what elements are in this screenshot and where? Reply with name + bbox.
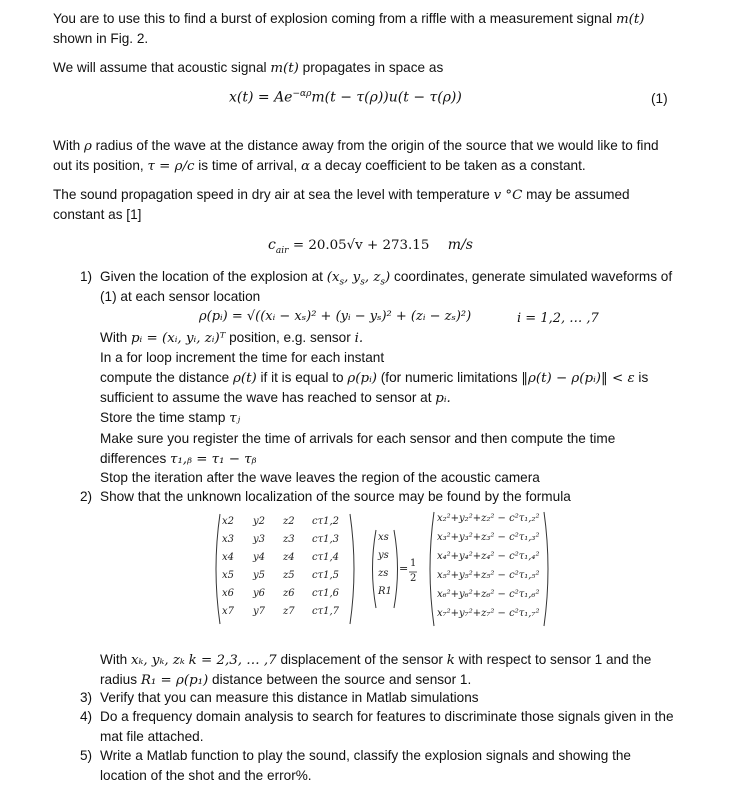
para3-line-1 xyxy=(53,187,630,203)
matrix-rhs-entry: x₂²+y₂²+z₂² − c²τ₁,₂² xyxy=(437,513,540,524)
matrix-rhs-entry: x₆²+y₆²+z₆² − c²τ₁,₆² xyxy=(437,589,540,600)
para3-text-c: may be assumed xyxy=(526,187,630,202)
intro-math: m(t) xyxy=(615,12,645,27)
para3-text-a: The sound propagation speed in dry air at sea the level with temperature xyxy=(53,187,490,202)
matrix-cell: y5 xyxy=(253,570,266,581)
item-1-range: i = 1,2, … ,7 xyxy=(517,311,599,326)
item-1-line-6 xyxy=(100,390,451,406)
item-1-line-10: Stop the iteration after the wave leaves the region of the acoustic camera xyxy=(100,470,540,485)
intro-line-3-tail: propagates in space as xyxy=(302,60,444,75)
item-2-number: 2) xyxy=(80,489,93,504)
matrix-cell: x2 xyxy=(222,516,235,527)
item-1-line-9 xyxy=(100,451,256,467)
item-1-line-4: In a for loop increment the time for each instant xyxy=(100,350,385,365)
i1-with-b: pᵢ = (xᵢ, yᵢ, zᵢ)ᵀ xyxy=(130,331,226,346)
matrix-cell: cτ1,5 xyxy=(312,570,340,581)
matrix-cell: cτ1,7 xyxy=(312,606,340,617)
i1-l9a: differences xyxy=(100,451,167,466)
item-4-line-2: mat file attached. xyxy=(100,729,204,744)
i1-l5e: (for numeric limitations xyxy=(380,370,518,385)
cair-sub: air xyxy=(275,245,289,256)
matrix-unknown: R1 xyxy=(378,586,392,597)
i1-l5f: ‖ρ(t) − ρ(pᵢ)‖ < ε xyxy=(521,371,635,386)
matrix-half-den: 2 xyxy=(410,573,417,584)
item-1-line-1 xyxy=(100,269,672,288)
para2-line-1 xyxy=(53,138,659,154)
i2-w2a: radius xyxy=(100,672,138,687)
matrix-cell: y4 xyxy=(253,552,266,563)
i1-l5c: if it is equal to xyxy=(260,370,344,385)
i1-l5b: ρ(t) xyxy=(233,371,257,386)
i1-text-i: coordinates, generate simulated waveforms of xyxy=(394,269,673,284)
matrix-cell: cτ1,6 xyxy=(312,588,340,599)
matrix-cell: z2 xyxy=(283,516,295,527)
matrix-unknown: xs xyxy=(378,532,389,543)
item-1-distance-eq: ρ(pᵢ) = √((xᵢ − xₛ)² + (yᵢ − yₛ)² + (zᵢ − zₛ)²) xyxy=(199,309,472,324)
intro-text: You are to use this to find a burst of explosion coming from a riffle with a measurement signal xyxy=(53,11,613,26)
i2-w1f: with respect to sensor 1 and the xyxy=(458,652,652,667)
para3-line-2: constant as [1] xyxy=(53,207,142,222)
i2-w1c: k = 2,3, … ,7 xyxy=(188,653,277,668)
equation-cair xyxy=(268,237,473,256)
item-1-line-8: Make sure you register the time of arrivals for each sensor and then compute the time xyxy=(100,431,616,446)
i1-l6a: sufficient to assume the wave has reached to sensor at xyxy=(100,390,432,405)
matrix-cell: y2 xyxy=(253,516,266,527)
item-1-line-2: (1) at each sensor location xyxy=(100,289,261,304)
item-3-text: Verify that you can measure this distance in Matlab simulations xyxy=(100,690,479,705)
para2-line-2 xyxy=(53,158,586,174)
matrix-cell: z5 xyxy=(283,570,295,581)
matrix-cell: z7 xyxy=(283,606,295,617)
matrix-rhs-entry: x₇²+y₇²+z₇² − c²τ₁,₇² xyxy=(437,608,540,619)
i1-with-c: position, e.g. sensor xyxy=(229,330,351,345)
i2-w2c: distance between the source and sensor 1. xyxy=(212,672,472,687)
matrix-half-num: 1 xyxy=(410,558,417,569)
i1-l9b: τ₁,ᵦ = τ₁ − τᵦ xyxy=(170,452,257,467)
matrix-cell: y7 xyxy=(253,606,266,617)
intro-line-1 xyxy=(53,11,644,27)
intro-line-2: shown in Fig. 2. xyxy=(53,31,149,46)
matrix-cell: y6 xyxy=(253,588,266,599)
item-5-line-2: location of the shot and the error%. xyxy=(100,768,312,783)
i1-l5a: compute the distance xyxy=(100,370,230,385)
cair-unit: m/s xyxy=(447,237,473,253)
para2-rho: ρ xyxy=(83,139,92,154)
matrix-cell: x5 xyxy=(222,570,235,581)
cair-c: c xyxy=(268,237,276,253)
matrix-equation xyxy=(210,508,680,630)
cair-rhs: = 20.05√v + 273.15 xyxy=(292,238,430,253)
matrix-cell: y3 xyxy=(253,534,266,545)
item-2-radius-line xyxy=(100,672,471,688)
item-5-number: 5) xyxy=(80,748,93,763)
item-2-line-1: Show that the unknown localization of the source may be found by the formula xyxy=(100,489,571,504)
matrix-cell: x6 xyxy=(222,588,235,599)
i2-w1d: displacement of the sensor xyxy=(280,652,443,667)
intro-line-3 xyxy=(53,60,443,76)
para2-text-2c: is time of arrival, xyxy=(198,158,298,173)
intro-line-3-text: We will assume that acoustic signal xyxy=(53,60,267,75)
matrix-cell: z6 xyxy=(283,588,295,599)
matrix-cell: z3 xyxy=(283,534,295,545)
matrix-equals: = xyxy=(399,562,409,575)
matrix-rhs-entry: x₅²+y₅²+z₅² − c²τ₁,₅² xyxy=(437,570,540,581)
item-1-number: 1) xyxy=(80,269,93,284)
item-1-line-5 xyxy=(100,370,648,386)
eq1-exponent: −αρ xyxy=(292,89,312,99)
matrix-cell: x4 xyxy=(222,552,235,563)
para2-text-2a: out its position, xyxy=(53,158,144,173)
matrix-cell: cτ1,2 xyxy=(312,516,340,527)
i1-l7a: Store the time stamp xyxy=(100,410,226,425)
para2-text-a: With xyxy=(53,138,81,153)
i1-with-a: With xyxy=(100,330,128,345)
item-4-number: 4) xyxy=(80,709,93,724)
matrix-cell: x7 xyxy=(222,606,235,617)
i1-coords: ($x_s$, $y_s$, $z_s$) xyxy=(326,270,391,288)
item-1-line-7 xyxy=(100,410,240,426)
para2-text-c: radius of the wave at the distance away from the origin of the source that we would like to find xyxy=(95,138,659,153)
matrix-cell: z4 xyxy=(283,552,295,563)
i1-l5g: is xyxy=(638,370,649,385)
i1-l6b: pᵢ. xyxy=(435,391,451,406)
i1-text-a: Given the location of the explosion at xyxy=(100,269,323,284)
item-2-with-line xyxy=(100,652,651,668)
i2-w1b: xₖ, yₖ, zₖ xyxy=(130,653,185,668)
equation-1-number: (1) xyxy=(651,91,668,106)
item-1-with-line xyxy=(100,330,363,346)
equation-1 xyxy=(229,89,462,106)
matrix-unknown: zs xyxy=(378,568,389,579)
para2-text-2e: a decay coefficient to be taken as a constant. xyxy=(313,158,586,173)
para2-alpha: α xyxy=(301,159,311,174)
item-3-number: 3) xyxy=(80,690,93,705)
matrix-rhs-entry: x₄²+y₄²+z₄² − c²τ₁,₄² xyxy=(437,551,540,562)
para2-tau: τ = ρ/c xyxy=(147,159,195,174)
intro-line-3-math: m(t) xyxy=(270,61,299,76)
i1-with-d: i. xyxy=(354,331,364,346)
matrix-cell: cτ1,4 xyxy=(312,552,340,563)
eq1-lhs: x(t) = Ae xyxy=(229,89,293,106)
para3-temp: v °C xyxy=(493,188,523,203)
item-5-line-1: Write a Matlab function to play the sound, classify the explosion signals and showing the xyxy=(100,748,631,763)
matrix-cell: x3 xyxy=(222,534,235,545)
matrix-unknown: ys xyxy=(378,550,389,561)
i1-l7b: τⱼ xyxy=(229,411,241,426)
matrix-rhs-entry: x₃²+y₃²+z₃² − c²τ₁,₃² xyxy=(437,532,540,543)
matrix-cell: cτ1,3 xyxy=(312,534,340,545)
item-4-line-1: Do a frequency domain analysis to search for features to discriminate those signals given in the xyxy=(100,709,674,724)
i2-w1e: k xyxy=(446,653,455,668)
eq1-tail: m(t − τ(ρ))u(t − τ(ρ)) xyxy=(311,89,462,106)
i2-w2b: R₁ = ρ(p₁) xyxy=(140,673,209,688)
i1-l5d: ρ(pᵢ) xyxy=(347,371,377,386)
i2-w1a: With xyxy=(100,652,128,667)
